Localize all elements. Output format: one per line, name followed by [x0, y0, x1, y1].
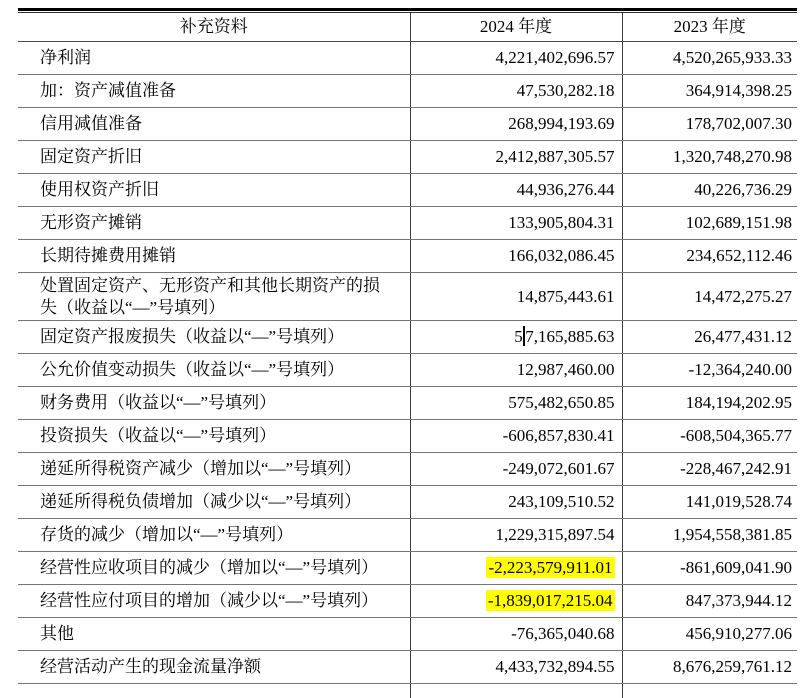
text-cursor	[523, 326, 525, 346]
value-2024[interactable]: 14,875,443.61	[410, 273, 622, 321]
value-2024[interactable]: 4,433,732,894.55	[410, 651, 622, 684]
value-2023[interactable]: 234,652,112.46	[622, 240, 797, 273]
empty-cell	[18, 684, 410, 698]
row-label[interactable]: 存货的减少（增加以“—”号填列）	[18, 519, 410, 552]
table-row	[18, 552, 797, 585]
value-2023[interactable]: 8,676,259,761.12	[622, 651, 797, 684]
value-2024[interactable]: 44,936,276.44	[410, 174, 622, 207]
value-2024[interactable]: 12,987,460.00	[410, 354, 622, 387]
row-label[interactable]: 投资损失（收益以“—”号填列）	[18, 420, 410, 453]
table-row	[18, 174, 797, 207]
value-2023[interactable]: 178,702,007.30	[622, 108, 797, 141]
empty-cell	[622, 684, 797, 698]
table-row	[18, 240, 797, 273]
value-2023[interactable]: 456,910,277.06	[622, 618, 797, 651]
table-row	[18, 651, 797, 684]
value-2023[interactable]: 1,954,558,381.85	[622, 519, 797, 552]
row-label[interactable]: 长期待摊费用摊销	[18, 240, 410, 273]
value-2024[interactable]: 5 7,165,885.63	[410, 321, 622, 354]
highlighted-value: -1,839,017,215.04	[486, 590, 615, 611]
table-row	[18, 585, 797, 618]
row-label[interactable]: 无形资产摊销	[18, 207, 410, 240]
row-label[interactable]: 加：资产减值准备	[18, 75, 410, 108]
value-2024[interactable]: 243,109,510.52	[410, 486, 622, 519]
row-label[interactable]: 经营性应付项目的增加（减少以“—”号填列）	[18, 585, 410, 618]
row-label[interactable]: 财务费用（收益以“—”号填列）	[18, 387, 410, 420]
table-row	[18, 321, 797, 354]
value-2024[interactable]: 575,482,650.85	[410, 387, 622, 420]
value-2024[interactable]	[410, 585, 622, 618]
value-2024[interactable]	[410, 552, 622, 585]
table-row	[18, 519, 797, 552]
row-label[interactable]: 经营性应收项目的减少（增加以“—”号填列）	[18, 552, 410, 585]
value-2024[interactable]: 2,412,887,305.57	[410, 141, 622, 174]
value-2024[interactable]: 268,994,193.69	[410, 108, 622, 141]
table-row	[18, 354, 797, 387]
row-label[interactable]: 公允价值变动损失（收益以“—”号填列）	[18, 354, 410, 387]
value-2024[interactable]: 133,905,804.31	[410, 207, 622, 240]
row-label[interactable]: 递延所得税资产减少（增加以“—”号填列）	[18, 453, 410, 486]
col-header-year-2024: 2024 年度	[410, 13, 622, 42]
table-row	[18, 273, 797, 321]
value-2023[interactable]: 26,477,431.12	[622, 321, 797, 354]
table-row	[18, 453, 797, 486]
row-label[interactable]: 净利润	[18, 42, 410, 75]
header-row	[18, 13, 797, 42]
row-label[interactable]: 处置固定资产、无形资产和其他长期资产的损失（收益以“—”号填列）	[18, 273, 410, 321]
value-2024[interactable]: 47,530,282.18	[410, 75, 622, 108]
table-row	[18, 618, 797, 651]
value-2024[interactable]: 166,032,086.45	[410, 240, 622, 273]
table-row	[18, 207, 797, 240]
row-label[interactable]: 信用减值准备	[18, 108, 410, 141]
row-label[interactable]: 递延所得税负债增加（减少以“—”号填列）	[18, 486, 410, 519]
value-2024[interactable]: -249,072,601.67	[410, 453, 622, 486]
table-row	[18, 75, 797, 108]
col-header-year-2023: 2023 年度	[622, 13, 797, 42]
empty-cell	[410, 684, 622, 698]
value-2023[interactable]: 1,320,748,270.98	[622, 141, 797, 174]
value-2023[interactable]: 141,019,528.74	[622, 486, 797, 519]
value-2023[interactable]: 4,520,265,933.33	[622, 42, 797, 75]
value-2023[interactable]: -608,504,365.77	[622, 420, 797, 453]
value-2023[interactable]: -228,467,242.91	[622, 453, 797, 486]
row-label[interactable]: 固定资产折旧	[18, 141, 410, 174]
value-2023[interactable]: 40,226,736.29	[622, 174, 797, 207]
table-row-cutoff	[18, 684, 797, 698]
value-2023[interactable]: 102,689,151.98	[622, 207, 797, 240]
table-row	[18, 108, 797, 141]
table-row	[18, 420, 797, 453]
table-row	[18, 141, 797, 174]
row-label[interactable]: 使用权资产折旧	[18, 174, 410, 207]
value-2024[interactable]: 4,221,402,696.57	[410, 42, 622, 75]
table-row	[18, 486, 797, 519]
table-row	[18, 387, 797, 420]
value-2024[interactable]: -606,857,830.41	[410, 420, 622, 453]
value-2024[interactable]: 1,229,315,897.54	[410, 519, 622, 552]
col-header-supplementary-info: 补充资料	[18, 13, 410, 42]
table-row	[18, 42, 797, 75]
row-label[interactable]: 其他	[18, 618, 410, 651]
value-2023[interactable]: 847,373,944.12	[622, 585, 797, 618]
value-2023[interactable]: 364,914,398.25	[622, 75, 797, 108]
value-2023[interactable]: 14,472,275.27	[622, 273, 797, 321]
value-2024[interactable]: -76,365,040.68	[410, 618, 622, 651]
value-2023[interactable]: -12,364,240.00	[622, 354, 797, 387]
row-label[interactable]: 固定资产报废损失（收益以“—”号填列）	[18, 321, 410, 354]
highlighted-value: -2,223,579,911.01	[486, 557, 614, 578]
row-label[interactable]: 经营活动产生的现金流量净额	[18, 651, 410, 684]
value-2023[interactable]: -861,609,041.90	[622, 552, 797, 585]
cash-flow-supplement-table	[18, 13, 797, 698]
supplementary-data-table	[18, 8, 797, 698]
value-2023[interactable]: 184,194,202.95	[622, 387, 797, 420]
